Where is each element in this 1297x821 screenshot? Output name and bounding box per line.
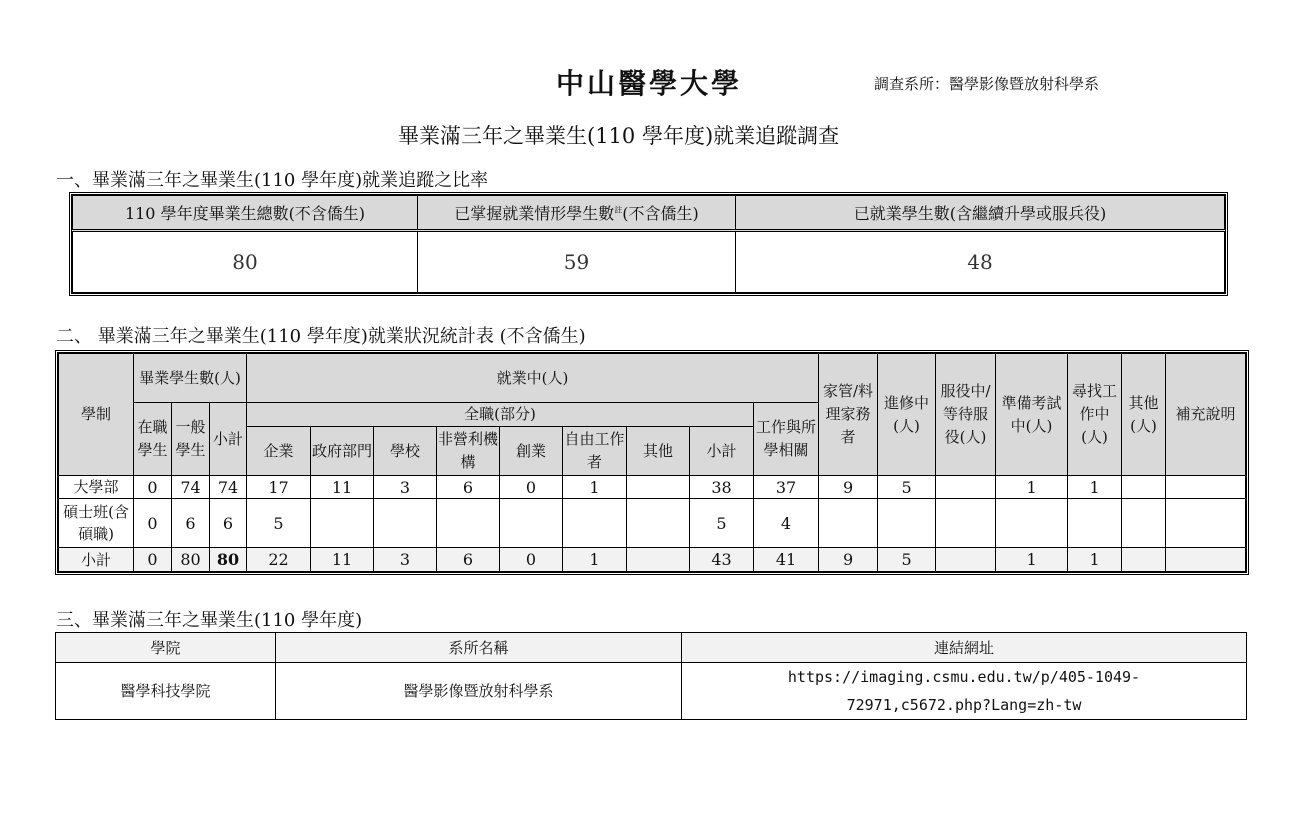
cell: 22: [247, 548, 311, 572]
header-job-seeking: 尋找工作中(人): [1068, 354, 1122, 476]
cell: 9: [819, 476, 878, 499]
cell: 3: [374, 476, 437, 499]
table-row: [59, 476, 1246, 499]
cell: 0: [134, 499, 172, 548]
cell: [996, 499, 1068, 548]
cell: 1: [563, 548, 627, 572]
value-total-graduates: 80: [73, 231, 418, 293]
header-notes: 補充說明: [1166, 354, 1246, 476]
cell: 6: [172, 499, 210, 548]
cell: 0: [134, 548, 172, 572]
header-employed: 就業中(人): [247, 354, 819, 403]
header-startup: 創業: [500, 427, 563, 476]
cell: [1068, 499, 1122, 548]
header-ft-subtotal: 小計: [690, 427, 754, 476]
cell: [1166, 548, 1246, 572]
value-tracked-students: 59: [418, 231, 736, 293]
row-label: 小計: [59, 548, 134, 572]
cell: 9: [819, 548, 878, 572]
cell: 1: [1068, 548, 1122, 572]
cell: [500, 499, 563, 548]
cell: 43: [690, 548, 754, 572]
cell: [936, 499, 996, 548]
header-freelance: 自由工作者: [563, 427, 627, 476]
header-subtotal: 小計: [210, 403, 247, 476]
employment-status-table: [55, 350, 1249, 575]
cell: [1122, 476, 1166, 499]
college-name: 醫學科技學院: [56, 663, 276, 720]
url-line-1[interactable]: https://imaging.csmu.edu.tw/p/405-1049-: [787, 668, 1141, 686]
cell: 5: [690, 499, 754, 548]
cell: 1: [1068, 476, 1122, 499]
row-label: 碩士班(含碩職): [59, 499, 134, 548]
cell: 5: [878, 476, 936, 499]
header-grad-count: 畢業學生數(人): [134, 354, 247, 403]
cell: 0: [500, 548, 563, 572]
tracked-label: 已掌握就業情形學生數: [454, 204, 615, 223]
cell: [878, 499, 936, 548]
header-system: 學制: [59, 354, 134, 476]
cell: [563, 499, 627, 548]
table-row-subtotal: [59, 548, 1246, 572]
department-link-table: [55, 632, 1247, 720]
header-others: 其他(人): [1122, 354, 1166, 476]
cell: [1166, 499, 1246, 548]
cell: [1122, 499, 1166, 548]
note-mark: 註: [614, 205, 623, 215]
cell: [819, 499, 878, 548]
cell: 4: [754, 499, 819, 548]
table-row: [59, 499, 1246, 548]
cell: 5: [878, 548, 936, 572]
cell: 0: [500, 476, 563, 499]
header-department: 系所名稱: [276, 633, 682, 663]
cell: 1: [996, 476, 1068, 499]
header-total-graduates: 110 學年度畢業生總數(不含僑生): [73, 196, 418, 231]
cell: [1166, 476, 1246, 499]
university-title: 中山醫學大學: [556, 67, 743, 100]
department-link[interactable]: [682, 663, 1247, 720]
header-enterprise: 企業: [247, 427, 311, 476]
section1-title: 一、畢業滿三年之畢業生(110 學年度)就業追蹤之比率: [56, 170, 489, 191]
tracking-ratio-table: [69, 192, 1228, 296]
cell: [311, 499, 374, 548]
cell: [627, 476, 690, 499]
header-nonprofit: 非營利機構: [437, 427, 500, 476]
cell: 5: [247, 499, 311, 548]
section2-title: 二、 畢業滿三年之畢業生(110 學年度)就業狀況統計表 (不含僑生): [56, 326, 586, 347]
value-employed-students: 48: [736, 231, 1225, 293]
header-employed-students: 已就業學生數(含繼續升學或服兵役): [736, 196, 1225, 231]
row-label: 大學部: [59, 476, 134, 499]
header-homemaker: 家管/料理家務者: [819, 354, 878, 476]
cell: 1: [563, 476, 627, 499]
cell: 11: [311, 548, 374, 572]
cell: 38: [690, 476, 754, 499]
cell: 1: [996, 548, 1068, 572]
header-related: 工作與所學相關: [754, 403, 819, 476]
cell: 11: [311, 476, 374, 499]
cell: 74: [172, 476, 210, 499]
cell: 6: [437, 476, 500, 499]
header-url: 連結網址: [682, 633, 1247, 663]
cell: 74: [210, 476, 247, 499]
cell: 80: [172, 548, 210, 572]
header-military: 服役中/等待服役(人): [936, 354, 996, 476]
header-government: 政府部門: [311, 427, 374, 476]
cell: 17: [247, 476, 311, 499]
header-fulltime: 全職(部分): [247, 403, 754, 427]
cell: [1122, 548, 1166, 572]
cell: 3: [374, 548, 437, 572]
cell: 6: [210, 499, 247, 548]
cell: 80: [210, 548, 247, 572]
cell: [437, 499, 500, 548]
cell: 0: [134, 476, 172, 499]
cell: [936, 476, 996, 499]
header-school: 學校: [374, 427, 437, 476]
cell: [936, 548, 996, 572]
header-tracked-students: [418, 196, 736, 231]
url-line-2[interactable]: 72971,c5672.php?Lang=zh-tw: [846, 696, 1082, 714]
cell: [374, 499, 437, 548]
survey-title: 畢業滿三年之畢業生(110 學年度)就業追蹤調查: [398, 124, 840, 148]
tracked-suffix: (不含僑生): [622, 204, 699, 223]
header-in-service: 在職學生: [134, 403, 172, 476]
cell: 37: [754, 476, 819, 499]
department-name: 醫學影像暨放射科學系: [276, 663, 682, 720]
cell: 6: [437, 548, 500, 572]
header-general: 一般學生: [172, 403, 210, 476]
cell: [627, 548, 690, 572]
cell: [627, 499, 690, 548]
header-exam-prep: 準備考試中(人): [996, 354, 1068, 476]
header-other: 其他: [627, 427, 690, 476]
header-college: 學院: [56, 633, 276, 663]
header-further-study: 進修中(人): [878, 354, 936, 476]
cell: 41: [754, 548, 819, 572]
department-label: 調查系所：醫學影像暨放射科學系: [874, 75, 1100, 93]
section3-title: 三、畢業滿三年之畢業生(110 學年度): [56, 610, 363, 631]
